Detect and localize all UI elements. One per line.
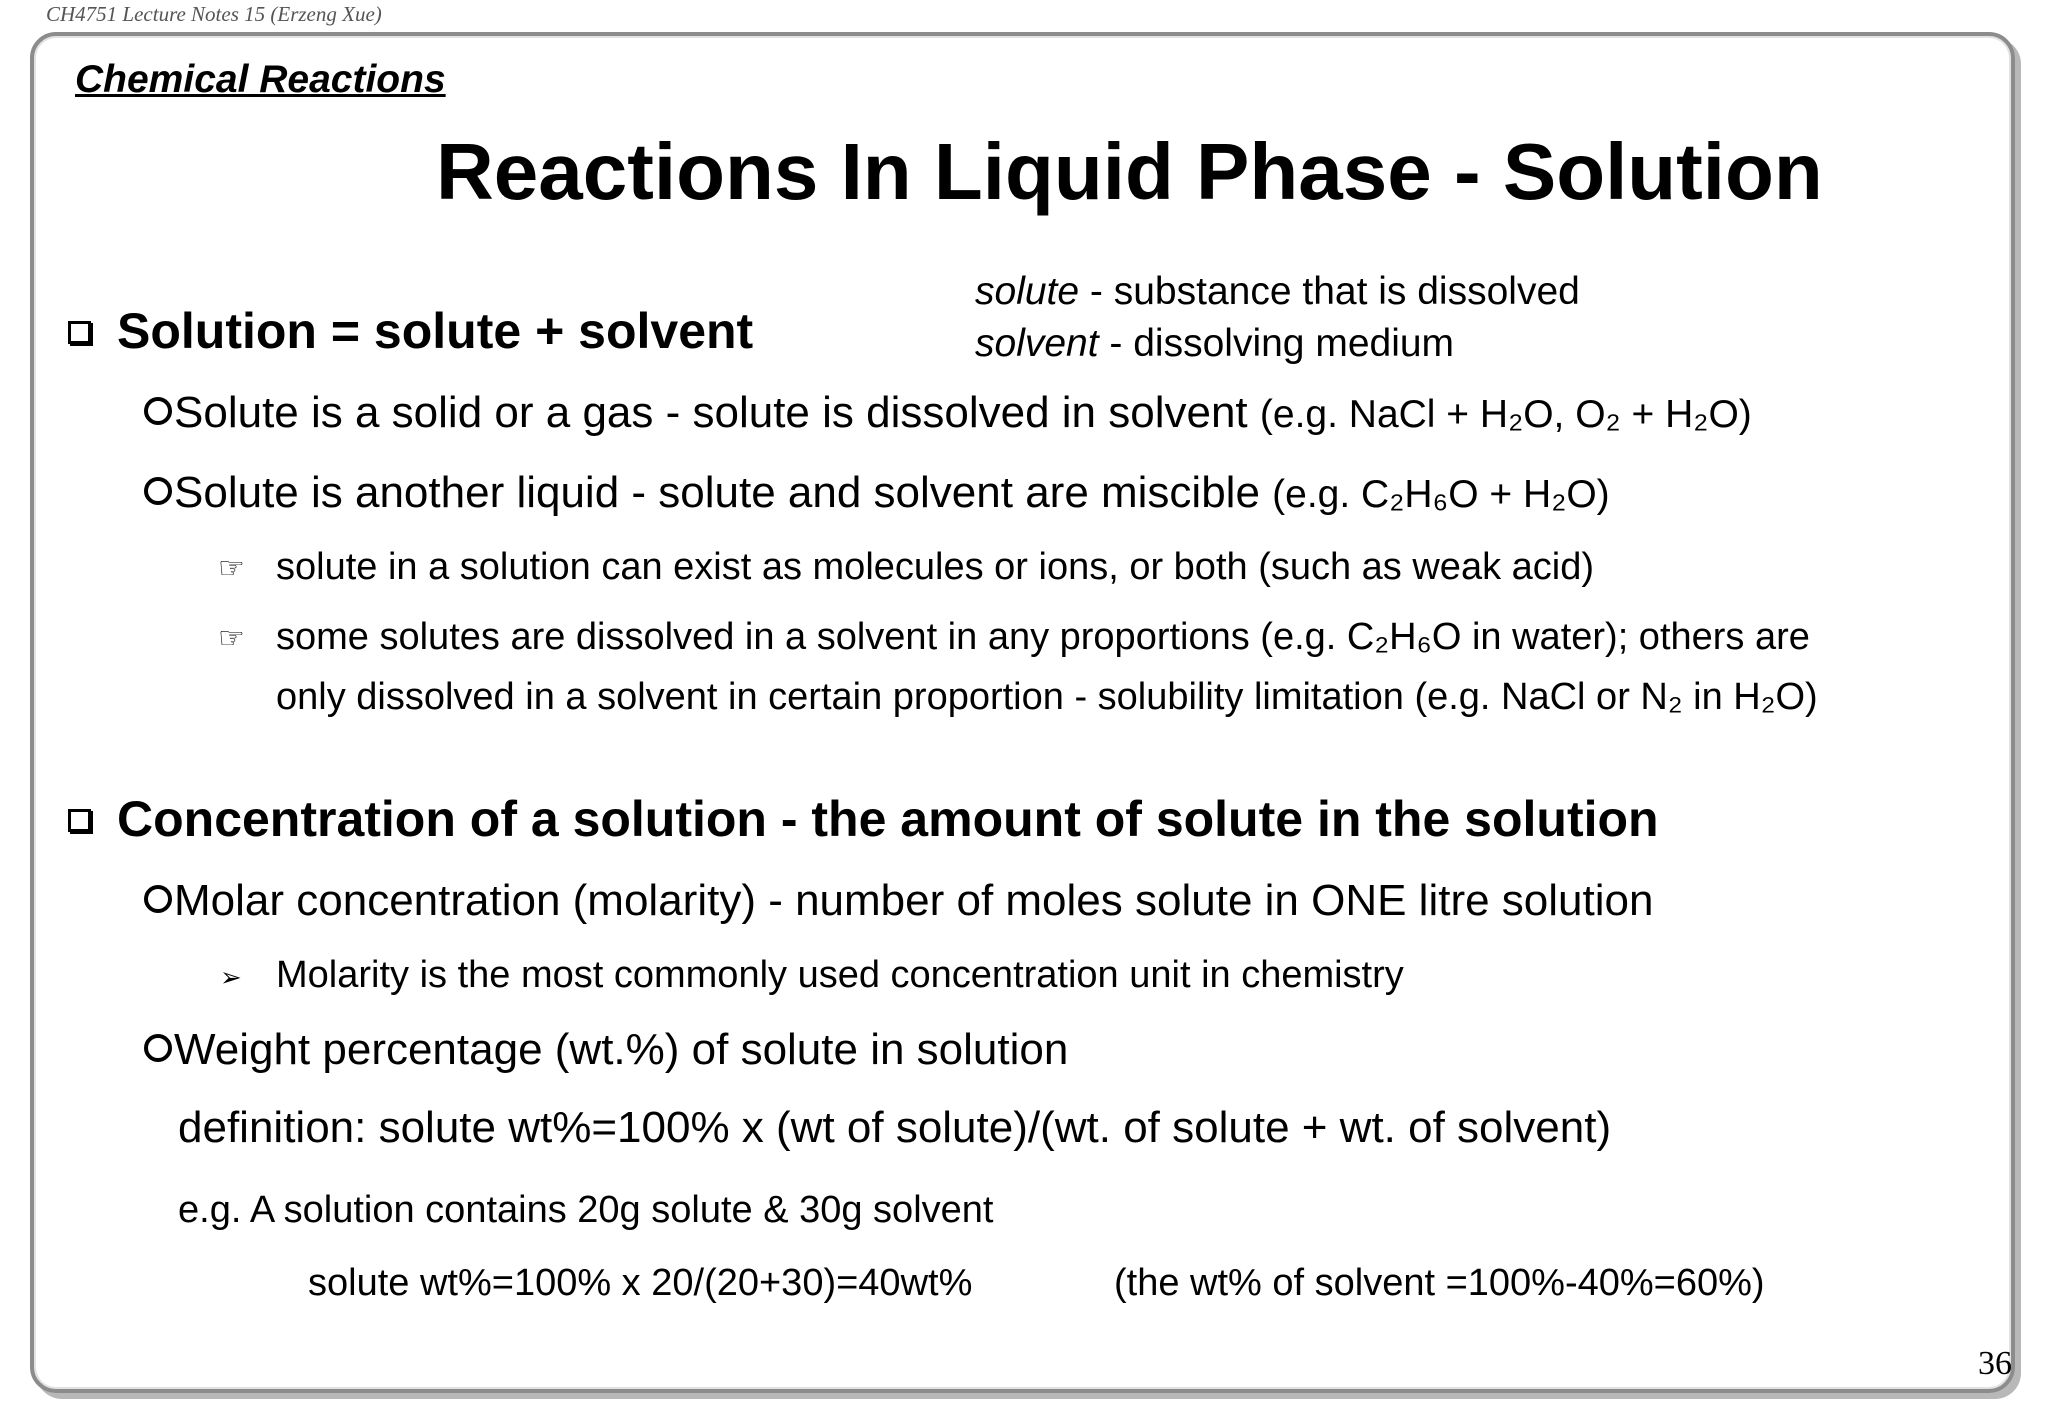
pointing-hand-icon: ☞ [218,552,245,585]
pointing-hand-icon: ☞ [218,622,245,655]
solute-definition [975,270,1580,314]
circle-bullet-icon [144,1034,172,1062]
solvent-term: solvent [975,322,1099,365]
slide-title: Reactions In Liquid Phase - Solution [436,127,1823,216]
note-proportions-line1: some solutes are dissolved in a solvent in any proportions (e.g. C₂H₆O in water); others are [276,616,1810,658]
solvent-def: - dissolving medium [1098,322,1455,365]
item-solid-gas-text: Solute is a solid or a gas - solute is dissolved in solvent [174,388,1248,437]
example-solvent-note: (the wt% of solvent =100%-40%=60%) [1114,1262,1765,1304]
checkbox-bullet-icon [68,321,91,344]
bullet-concentration-heading: Concentration of a solution - the amount of solute in the solution [117,791,1659,847]
circle-bullet-icon [144,885,172,913]
solute-term: solute [975,270,1080,313]
note-molecules-ions: solute in a solution can exist as molecules or ions, or both (such as weak acid) [276,546,1594,588]
circle-bullet-icon [144,397,172,425]
example-intro: e.g. A solution contains 20g solute & 30g solvent [178,1189,994,1231]
note-proportions-line2: only dissolved in a solvent in certain proportion - solubility limitation (e.g. NaCl or N₂ in H₂O) [276,676,1818,718]
example-calculation: solute wt%=100% x 20/(20+30)=40wt% [308,1262,973,1304]
section-title: Chemical Reactions [75,58,446,101]
arrowhead-bullet-icon: ➢ [220,962,242,992]
solute-def: - substance that is dissolved [1079,270,1580,313]
note-molarity: Molarity is the most commonly used concentration unit in chemistry [276,954,1404,996]
bullet-solution [68,302,753,360]
item-solid-gas [144,388,1752,438]
bullet-concentration [68,790,1659,848]
definition-formula: definition: solute wt%=100% x (wt of solute)/(wt. of solute + wt. of solvent) [178,1103,1612,1152]
item-liquid-example: (e.g. C₂H₆O + H₂O) [1272,473,1610,516]
item-solid-gas-example: (e.g. NaCl + H₂O, O₂ + H₂O) [1259,393,1752,436]
circle-bullet-icon [144,477,172,505]
solvent-definition [975,322,1454,366]
bullet-solution-heading: Solution = solute + solvent [117,303,754,359]
item-weight-percentage [144,1025,1068,1075]
checkbox-bullet-icon [68,809,91,832]
page-number: 36 [1978,1345,2012,1382]
item-liquid [144,468,1610,518]
header-note: CH4751 Lecture Notes 15 (Erzeng Xue) [46,2,382,26]
item-liquid-text: Solute is another liquid - solute and solvent are miscible [174,468,1260,517]
item-weight-percentage-text: Weight percentage (wt.%) of solute in solution [174,1025,1069,1074]
item-molarity-text: Molar concentration (molarity) - number of moles solute in ONE litre solution [174,876,1654,925]
item-molarity [144,876,1653,926]
